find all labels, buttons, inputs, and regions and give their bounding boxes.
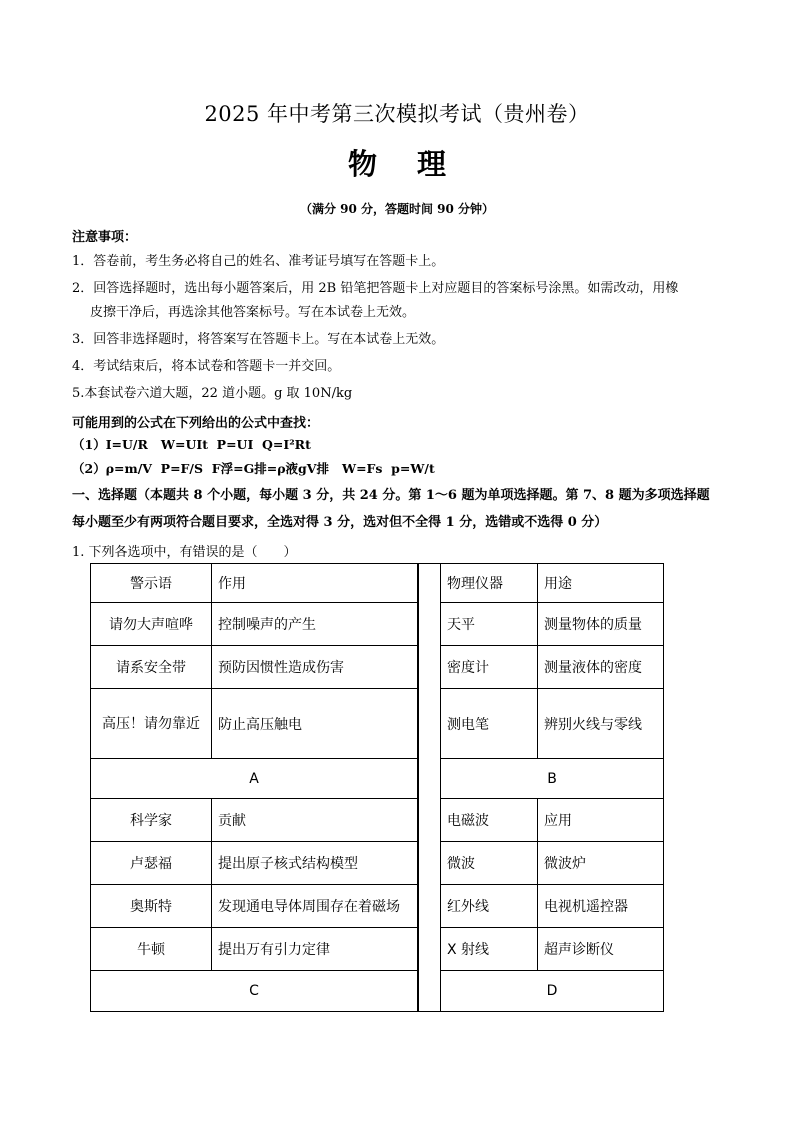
subject-title (0, 142, 794, 183)
table-header-cell: 应用 (538, 799, 664, 842)
table-header-cell: 物理仪器 (441, 564, 538, 603)
subject-part1: 物 (347, 147, 377, 181)
notes-heading: 注意事项： (72, 230, 138, 245)
question-1-stem: 1. 下列各选项中，有错误的是（ ） (72, 545, 297, 560)
table-cell: 卢瑟福 (91, 842, 212, 885)
table-cell: 发现通电导体周围存在着磁场 (212, 885, 418, 928)
note-item: 2．回答选择题时，选出每小题答案后，用 2B 铅笔把答题卡上对应题目的答案标号涂黑。如需改动，用橡 (72, 281, 679, 296)
option-label-b: B (441, 759, 664, 799)
table-cell: 控制噪声的产生 (212, 603, 418, 646)
table-header-cell: 电磁波 (441, 799, 538, 842)
table-header-cell: 警示语 (91, 564, 212, 603)
table-header-cell: 用途 (538, 564, 664, 603)
table-cell: 提出万有引力定律 (212, 928, 418, 971)
table-cell: 高压！请勿靠近 (91, 689, 212, 759)
table-cell: 辨别火线与零线 (538, 689, 664, 759)
option-label-d: D (441, 971, 664, 1012)
table-cell: 请系安全带 (91, 646, 212, 689)
table-header-cell: 科学家 (91, 799, 212, 842)
table-cell: 密度计 (441, 646, 538, 689)
section-heading-line1: 一、选择题（本题共 8 个小题，每小题 3 分，共 24 分。第 1～6 题为单项选择题。第 7、8 题为多项选择题 (72, 488, 710, 503)
table-cell: 防止高压触电 (212, 689, 418, 759)
table-cell: 测量液体的密度 (538, 646, 664, 689)
gap-divider-left (418, 563, 419, 1012)
notes-block (72, 226, 732, 560)
note-item: 5.本套试卷六道大题，22 道小题。g 取 10N/kg (72, 386, 353, 401)
table-cell: 超声诊断仪 (538, 928, 664, 971)
note-item: 3．回答非选择题时，将答案写在答题卡上。写在本试卷上无效。 (72, 332, 445, 347)
table-cell: X 射线 (441, 928, 538, 971)
table-cell: 天平 (441, 603, 538, 646)
options-frame (90, 563, 664, 1012)
note-item: 4．考试结束后，将本试卷和答题卡一并交回。 (72, 359, 341, 374)
gap-divider-right (440, 563, 441, 1012)
exam-info: （满分 90 分，答题时间 90 分钟） (299, 202, 495, 216)
table-cell: 电视机遥控器 (538, 885, 664, 928)
table-cell: 红外线 (441, 885, 538, 928)
table-header-cell: 贡献 (212, 799, 418, 842)
formula-heading: 可能用到的公式在下列给出的公式中查找： (72, 416, 320, 431)
table-cell: 测电笔 (441, 689, 538, 759)
table-cell: 测量物体的质量 (538, 603, 664, 646)
exam-title: 2025 年中考第三次模拟考试（贵州卷） (204, 102, 590, 126)
table-cell: 微波炉 (538, 842, 664, 885)
table-cell: 牛顿 (91, 928, 212, 971)
table-cell: 请勿大声喧哗 (91, 603, 212, 646)
table-cell: 奥斯特 (91, 885, 212, 928)
table-cell: 提出原子核式结构模型 (212, 842, 418, 885)
table-header-cell: 作用 (212, 564, 418, 603)
section-heading-line2: 每小题至少有两项符合题目要求，全选对得 3 分，选对但不全得 1 分，选错或不选得 0 分） (72, 515, 608, 530)
formula-line-2: （2）ρ=m/V P=F/S F浮=G排=ρ液gV排 W=Fs p=W/t (72, 461, 435, 476)
option-label-c: C (91, 971, 418, 1012)
subject-part2: 理 (417, 147, 447, 181)
table-cell: 微波 (441, 842, 538, 885)
note-item: 1．答卷前，考生务必将自己的姓名、准考证号填写在答题卡上。 (72, 254, 445, 269)
formula-line-1: （1）I=U/R W=UIt P=UI Q=I²Rt (72, 437, 311, 452)
note-item: 皮擦干净后，再选涂其他答案标号。写在本试卷上无效。 (90, 305, 416, 320)
table-cell: 预防因惯性造成伤害 (212, 646, 418, 689)
option-label-a: A (91, 759, 418, 799)
